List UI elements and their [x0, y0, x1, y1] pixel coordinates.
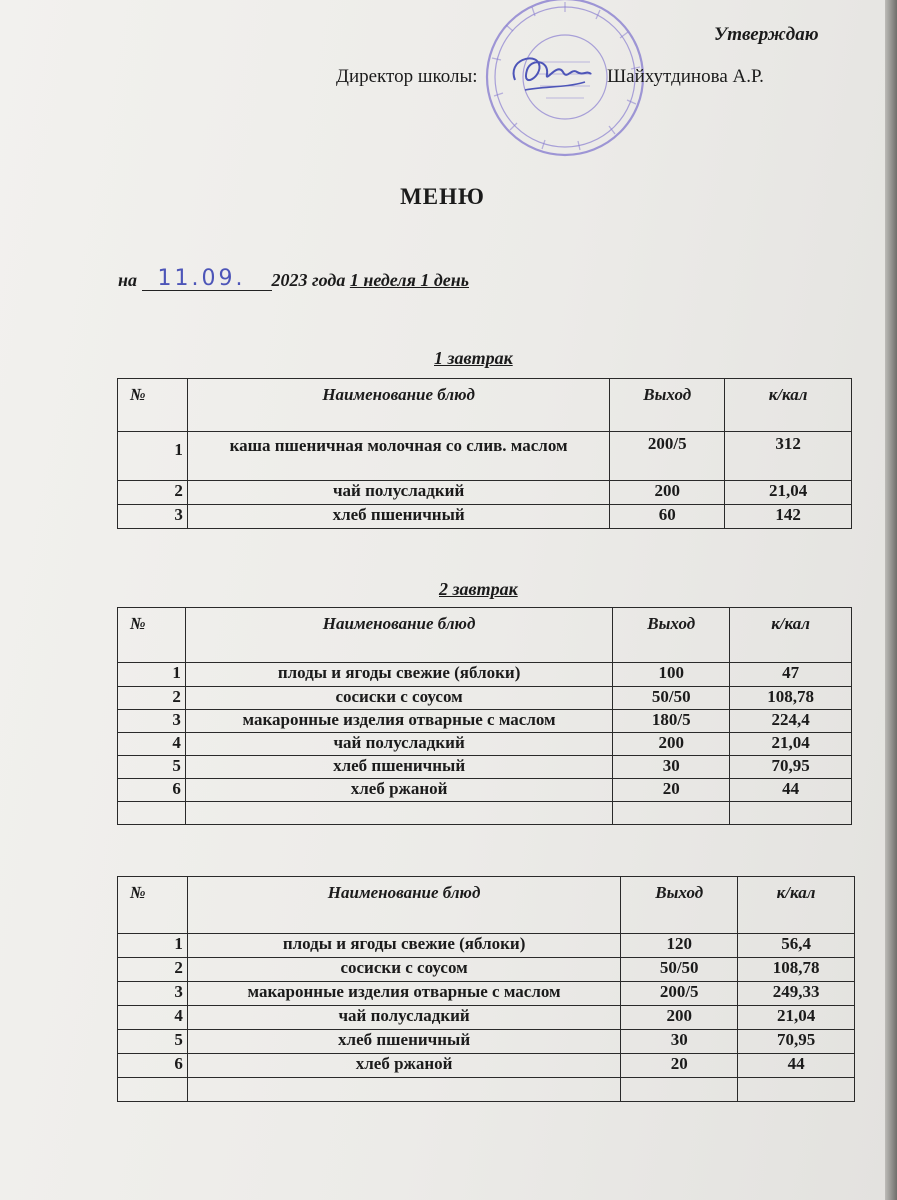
dish-kcal: 47: [730, 663, 852, 687]
dish-kcal: 249,33: [738, 982, 855, 1006]
row-number: 1: [118, 663, 186, 687]
col-header-output: Выход: [613, 608, 730, 663]
dish-name: чай полусладкий: [187, 481, 609, 505]
dish-name: чай полусладкий: [187, 1006, 620, 1030]
dish-output: 200: [613, 733, 730, 756]
dish-output: 200: [621, 1006, 738, 1030]
row-number: 5: [118, 756, 186, 779]
table-row-empty: [118, 1078, 855, 1102]
col-header-kcal: к/кал: [725, 379, 852, 432]
row-number: 1: [118, 432, 188, 481]
dish-name: плоды и ягоды свежие (яблоки): [187, 934, 620, 958]
table-row: [118, 1054, 855, 1078]
empty-cell: [118, 802, 186, 825]
dish-kcal: 108,78: [730, 687, 852, 710]
table-row: [118, 1006, 855, 1030]
director-label: Директор школы:: [336, 66, 478, 87]
table-row: [118, 505, 852, 529]
col-header-output: Выход: [621, 877, 738, 934]
dish-output: 200/5: [621, 982, 738, 1006]
section-title-breakfast2: 2 завтрак: [439, 579, 518, 599]
dish-kcal: 224,4: [730, 710, 852, 733]
dish-name: чай полусладкий: [185, 733, 612, 756]
dish-output: 180/5: [613, 710, 730, 733]
page-edge-shadow: [885, 0, 897, 1200]
empty-cell: [730, 802, 852, 825]
row-number: 6: [118, 779, 186, 802]
dish-output: 20: [621, 1054, 738, 1078]
table-row: [118, 982, 855, 1006]
dish-name: хлеб пшеничный: [187, 505, 609, 529]
date-prefix: на: [118, 270, 137, 290]
row-number: 4: [118, 1006, 188, 1030]
dish-kcal: 108,78: [738, 958, 855, 982]
dish-name: макаронные изделия отварные с маслом: [185, 710, 612, 733]
row-number: 3: [118, 982, 188, 1006]
row-number: 2: [118, 481, 188, 505]
dish-kcal: 44: [738, 1054, 855, 1078]
dish-name: макаронные изделия отварные с маслом: [187, 982, 620, 1006]
col-header-output: Выход: [610, 379, 725, 432]
col-header-number: №: [118, 379, 188, 432]
dish-kcal: 70,95: [730, 756, 852, 779]
table-row: [118, 663, 852, 687]
date-blank: [142, 266, 272, 291]
date-line: [118, 266, 469, 291]
row-number: 5: [118, 1030, 188, 1054]
dish-kcal: 44: [730, 779, 852, 802]
row-number: 2: [118, 958, 188, 982]
dish-output: 50/50: [613, 687, 730, 710]
col-header-name: Наименование блюд: [187, 877, 620, 934]
page-title: МЕНЮ: [400, 184, 485, 209]
row-number: 2: [118, 687, 186, 710]
dish-output: 20: [613, 779, 730, 802]
table-row: [118, 432, 852, 481]
dish-kcal: 21,04: [730, 733, 852, 756]
row-number: 4: [118, 733, 186, 756]
row-number: 3: [118, 505, 188, 529]
col-header-kcal: к/кал: [738, 877, 855, 934]
dish-name: сосиски с соусом: [187, 958, 620, 982]
table-header-row: [118, 379, 852, 432]
table-row-empty: [118, 802, 852, 825]
col-header-name: Наименование блюд: [185, 608, 612, 663]
dish-kcal: 21,04: [725, 481, 852, 505]
dish-output: 50/50: [621, 958, 738, 982]
empty-cell: [621, 1078, 738, 1102]
table-row: [118, 756, 852, 779]
menu-table-3: [117, 876, 855, 1102]
dish-name: хлеб ржаной: [187, 1054, 620, 1078]
table-row: [118, 934, 855, 958]
col-header-name: Наименование блюд: [187, 379, 609, 432]
dish-kcal: 142: [725, 505, 852, 529]
menu-table-breakfast1: [117, 378, 852, 529]
row-number: 1: [118, 934, 188, 958]
empty-cell: [118, 1078, 188, 1102]
empty-cell: [738, 1078, 855, 1102]
dish-name: сосиски с соусом: [185, 687, 612, 710]
dish-output: 200/5: [610, 432, 725, 481]
dish-output: 100: [613, 663, 730, 687]
dish-kcal: 312: [725, 432, 852, 481]
table-header-row: [118, 877, 855, 934]
dish-output: 120: [621, 934, 738, 958]
col-header-kcal: к/кал: [730, 608, 852, 663]
dish-output: 30: [613, 756, 730, 779]
row-number: 6: [118, 1054, 188, 1078]
dish-output: 60: [610, 505, 725, 529]
col-header-number: №: [118, 877, 188, 934]
dish-kcal: 56,4: [738, 934, 855, 958]
dish-kcal: 21,04: [738, 1006, 855, 1030]
approve-label: Утверждаю: [714, 24, 819, 45]
director-name: Шайхутдинова А.Р.: [607, 66, 764, 87]
dish-name: хлеб пшеничный: [187, 1030, 620, 1054]
table-header-row: [118, 608, 852, 663]
empty-cell: [613, 802, 730, 825]
dish-name: хлеб пшеничный: [185, 756, 612, 779]
signature-icon: [505, 50, 595, 100]
dish-name: плоды и ягоды свежие (яблоки): [185, 663, 612, 687]
table-row: [118, 687, 852, 710]
col-header-number: №: [118, 608, 186, 663]
dish-output: 30: [621, 1030, 738, 1054]
handwritten-date: 11.09.: [157, 266, 246, 291]
table-row: [118, 481, 852, 505]
dish-kcal: 70,95: [738, 1030, 855, 1054]
table-row: [118, 1030, 855, 1054]
empty-cell: [187, 1078, 620, 1102]
table-row: [118, 779, 852, 802]
empty-cell: [185, 802, 612, 825]
week-day: 1 неделя 1 день: [349, 270, 469, 290]
dish-output: 200: [610, 481, 725, 505]
dish-name: каша пшеничная молочная со слив. маслом: [187, 432, 609, 481]
section-title-breakfast1: 1 завтрак: [434, 348, 513, 368]
table-row: [118, 710, 852, 733]
dish-name: хлеб ржаной: [185, 779, 612, 802]
date-year: 2023 года: [271, 270, 346, 290]
menu-table-breakfast2: [117, 607, 852, 825]
row-number: 3: [118, 710, 186, 733]
table-row: [118, 958, 855, 982]
table-row: [118, 733, 852, 756]
